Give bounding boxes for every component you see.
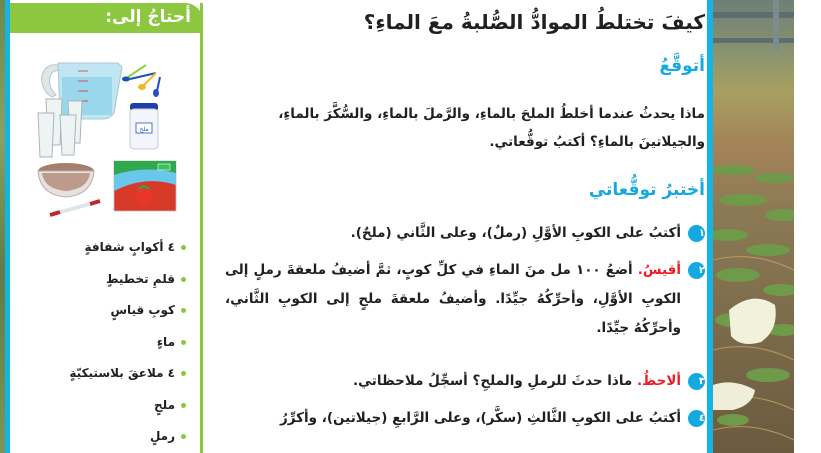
materials-panel xyxy=(10,3,203,453)
materials-header: أحتاجُ إلى: xyxy=(10,3,203,33)
step-number-badge: ٢ xyxy=(688,262,705,279)
salt-jar-icon xyxy=(130,103,158,149)
predict-heading: أتوقَّعُ xyxy=(659,56,705,76)
step-1 xyxy=(225,219,705,248)
skill-label: ألاحظُ. xyxy=(637,373,681,389)
materials-images xyxy=(10,35,200,225)
predict-text: ماذا يحدثُ عندما أخلطُ الملحَ بالماءِ، والرَّملَ بالماءِ، والسُّكَّرَ بالماءِ، والجيلاتينَ بالماءِ؟ أكتبُ توقُّعاتي. xyxy=(278,106,705,150)
materials-item: ٤ أكوابٍ شفافةٍ xyxy=(69,238,186,270)
materials-item: كوبِ قياسٍ xyxy=(69,301,186,333)
gelatin-box-icon xyxy=(114,161,176,211)
skill-label: أقيسُ. xyxy=(637,262,681,278)
lesson-content xyxy=(215,0,705,453)
step-text: ماذا حدثَ للرملِ والملحِ؟ أسجِّلُ ملاحظاتي. xyxy=(353,373,633,389)
materials-item: ماءٍ xyxy=(69,333,186,365)
page-margin xyxy=(794,0,821,453)
bullet-icon xyxy=(181,245,186,250)
step-3 xyxy=(225,367,705,396)
page-title: كيفَ تختلطُ الموادُّ الصُّلبةُ معَ الماءِ؟ xyxy=(363,10,705,34)
clear-cups-icon xyxy=(38,99,82,157)
step-text: أكتبُ على الكوبِ الثَّالثِ (سكَّر)، وعلى الرَّابعِ (جيلاتين)، وأكرِّرُ xyxy=(280,410,681,426)
test-heading: أختبرُ توقُّعاتي xyxy=(588,180,705,200)
materials-item: ٤ ملاعقَ بلاستيكيّةٍ xyxy=(69,364,186,396)
materials-item: رملٍ xyxy=(69,427,186,453)
materials-list xyxy=(69,238,186,453)
bullet-icon xyxy=(181,308,186,313)
step-4 xyxy=(225,404,705,433)
step-text: أضعُ ١٠٠ مل منَ الماءِ في كلِّ كوبٍ، ثمَّ أضيفُ ملعقةَ رملٍ إلى الكوبِ الأوَّلِ، وأحرِّكُهُ جيِّدًا. وأضيفُ ملعقةَ ملحٍ إلى الكوبِ الثَّاني، وأحرِّكُهُ جيِّدًا. xyxy=(225,262,681,336)
materials-item: قلمِ تخطيطٍ xyxy=(69,270,186,302)
step-number-badge: ٣ xyxy=(688,373,705,390)
bullet-icon xyxy=(181,277,186,282)
step-text: أكتبُ على الكوبِ الأوَّلِ (رملٌ)، وعلى الثَّاني (ملحٌ). xyxy=(350,225,681,241)
step-2 xyxy=(225,256,705,343)
bullet-icon xyxy=(181,371,186,376)
bullet-icon xyxy=(181,403,186,408)
sand-bowl-icon xyxy=(38,163,94,197)
marker-icon xyxy=(50,201,100,215)
svg-text:ملح: ملح xyxy=(139,126,149,133)
pond-water-lilies-photo xyxy=(713,0,794,453)
bullet-icon xyxy=(181,434,186,439)
bullet-icon xyxy=(181,340,186,345)
step-number-badge: ١ xyxy=(688,225,705,242)
plastic-spoons-icon xyxy=(122,65,160,97)
materials-item: ملحٍ xyxy=(69,396,186,428)
step-number-badge: ٤ xyxy=(688,410,705,427)
